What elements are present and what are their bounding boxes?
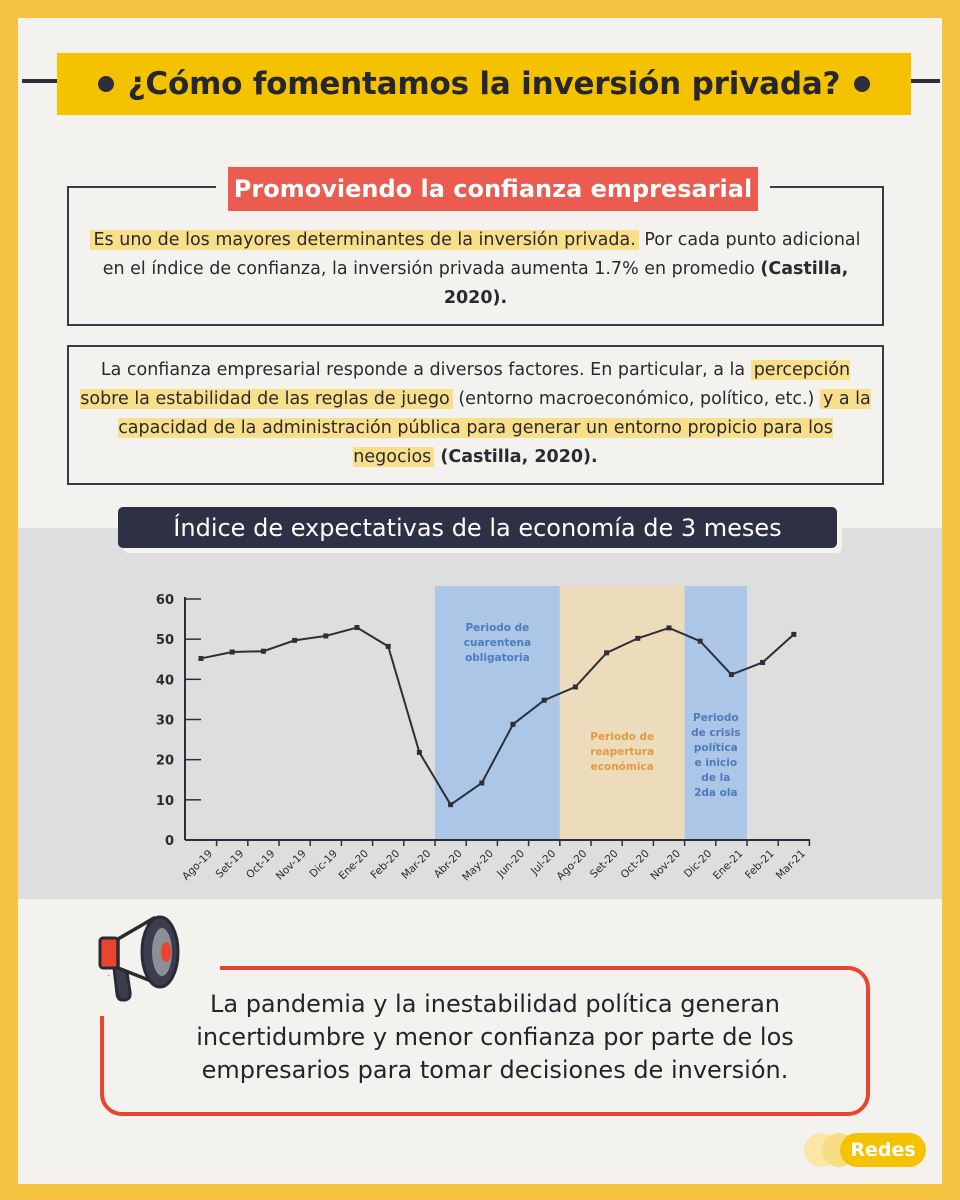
y-tick-label: 50 [155,633,174,649]
x-tick-label: Nov-19 [273,847,309,883]
y-tick-label: 40 [155,673,174,689]
x-tick-label: Oct-20 [618,847,652,882]
period-band-label: 2da ola [694,787,738,799]
y-tick-label: 20 [155,753,174,769]
period-band-label: Periodo de [590,731,655,743]
x-tick-label: Feb-21 [742,847,777,882]
data-point [230,650,235,655]
period-band-label: obligatoria [465,652,530,664]
x-tick-label: Feb-20 [368,847,403,882]
y-tick-label: 30 [155,713,174,729]
page-title: ¿Cómo fomentamos la inversión privada? [127,66,841,102]
data-point [323,633,328,638]
period-band-label: Periodo de [465,622,530,634]
data-point [355,625,360,630]
data-point [448,802,453,807]
period-band-label: cuarentena [463,637,532,649]
y-tick-label: 0 [164,834,174,849]
data-point [698,639,703,644]
period-band [560,586,685,840]
factors-text-a: La confianza empresarial responde a diversos factores. En particular, a la [100,360,751,380]
period-band-label: Periodo [693,712,739,724]
factors-highlight-b: y a la capacidad de la administración pública para generar un entorno propicio para los negocios [118,389,871,467]
data-point [729,672,734,677]
x-tick-label: Mar-20 [399,847,434,882]
x-tick-label: Set-19 [213,847,247,881]
y-tick-label: 10 [155,793,174,809]
x-tick-label: Nov-20 [648,847,684,883]
factors-citation: (Castilla, 2020). [434,447,598,467]
data-point [573,684,578,689]
period-band-label: reapertura [590,746,655,758]
data-point [760,660,765,665]
data-point [635,636,640,641]
data-point [542,698,547,703]
megaphone-icon [92,906,192,1006]
data-point [511,722,516,727]
confidence-highlight: Es uno de los mayores determinantes de la inversión privada. [90,230,638,250]
x-tick-label: Set-20 [587,847,621,881]
data-point [199,656,204,661]
data-point [386,644,391,649]
x-tick-label: Dic-19 [307,847,340,881]
data-point [667,625,672,630]
section-label: Promoviendo la confianza empresarial [228,167,758,211]
factors-highlight-a: percepción sobre la estabilidad de las reglas de juego [80,360,851,409]
chart-title: Índice de expectativas de la economía de 3 meses [118,507,837,548]
period-band-label: económica [590,761,654,773]
data-point [604,650,609,655]
confidence-text: Por cada punto adicional en el índice de confianza, la inversión privada aumenta 1.7% en promedio [102,230,861,279]
period-band-label: e inicio [694,757,738,769]
data-point [479,780,484,785]
data-point [791,632,796,637]
conclusion-text: La pandemia y la inestabilidad política generan incertidumbre y menor confianza por parte de los empresarios para tomar decisiones de inversión. [196,990,794,1084]
data-point [292,638,297,643]
data-point [417,750,422,755]
factors-text-b: (entorno macroeconómico, político, etc.) [452,389,820,409]
period-band-label: política [693,742,738,754]
x-tick-label: Mar-21 [773,847,808,882]
brand-logo: Redes [840,1133,926,1167]
y-tick-label: 60 [155,593,174,608]
x-tick-label: Jun-20 [494,847,528,880]
x-tick-label: Ene-20 [336,847,372,883]
confidence-citation: (Castilla, 2020). [443,259,849,308]
x-tick-label: Ago-20 [554,847,590,883]
x-tick-label: May-20 [460,847,496,884]
x-tick-label: Ene-21 [710,847,746,883]
x-tick-label: Oct-19 [244,847,278,882]
period-band-label: de la [701,772,731,784]
x-tick-label: Abr-20 [431,847,465,881]
x-tick-label: Jul-20 [528,847,559,878]
period-band-label: de crisis [691,727,741,739]
data-point [261,649,266,654]
x-tick-label: Dic-20 [681,847,715,881]
x-tick-label: Ago-19 [180,847,216,883]
